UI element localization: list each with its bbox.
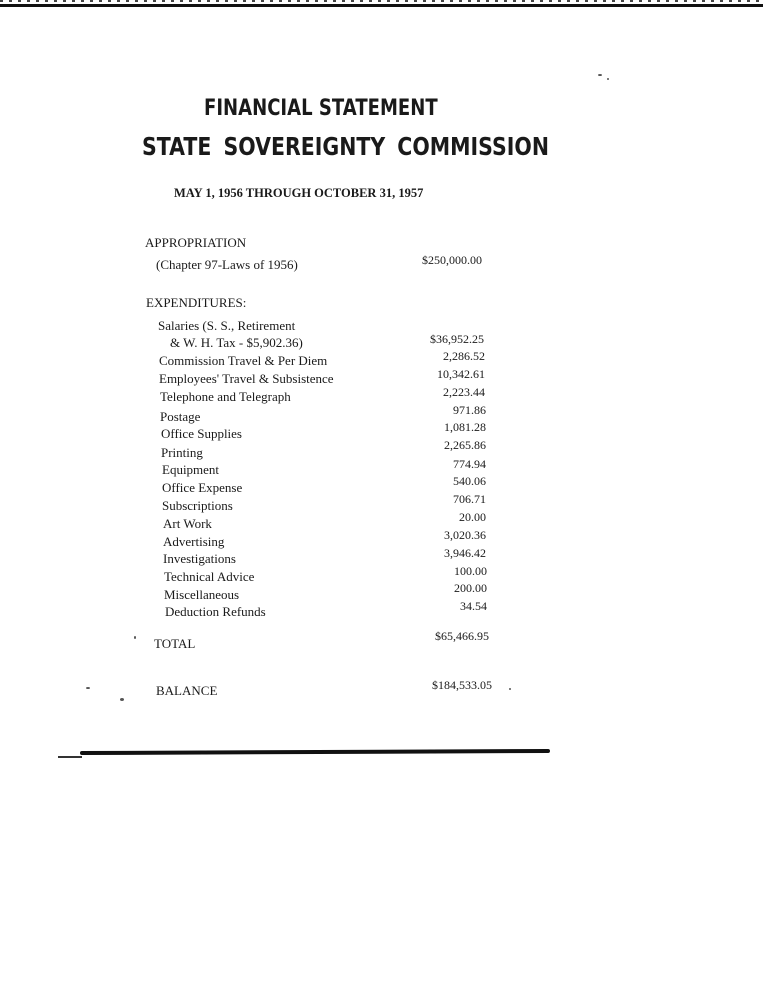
salaries-line-2: & W. H. Tax - $5,902.36) bbox=[170, 335, 303, 350]
expenditure-label: Technical Advice bbox=[164, 569, 255, 584]
expenditure-label: Subscriptions bbox=[162, 498, 233, 513]
scan-speck bbox=[120, 698, 124, 701]
expenditure-amount: 2,286.52 bbox=[443, 349, 485, 363]
expenditure-amount: 2,265.86 bbox=[444, 438, 486, 452]
total-amount: $65,466.95 bbox=[435, 629, 489, 643]
expenditure-label: Office Supplies bbox=[161, 426, 242, 441]
scan-speck bbox=[134, 636, 136, 639]
appropriation-heading: APPROPRIATION bbox=[145, 235, 247, 250]
expenditure-amount: 540.06 bbox=[453, 474, 486, 488]
bottom-rule bbox=[80, 749, 550, 755]
scan-speck bbox=[509, 688, 511, 690]
balance-amount: $184,533.05 bbox=[432, 678, 492, 692]
scan-speck bbox=[598, 74, 602, 76]
scan-speck bbox=[86, 687, 90, 689]
scan-speck bbox=[607, 78, 609, 80]
expenditure-label: Art Work bbox=[163, 516, 212, 531]
expenditure-amount: 2,223.44 bbox=[443, 385, 485, 399]
expenditure-amount: 3,946.42 bbox=[444, 546, 486, 560]
expenditure-amount: 971.86 bbox=[453, 403, 486, 417]
expenditure-label: Postage bbox=[160, 409, 201, 424]
expenditure-label: Deduction Refunds bbox=[165, 604, 266, 619]
expenditure-amount: 3,020.36 bbox=[444, 528, 486, 542]
title-line-2: STATE SOVEREIGNTY COMMISSION bbox=[142, 132, 549, 161]
salaries-amount: $36,952.25 bbox=[430, 332, 484, 346]
expenditure-amount: 100.00 bbox=[454, 564, 487, 578]
top-dotted-edge bbox=[0, 0, 763, 2]
expenditure-label: Advertising bbox=[163, 534, 225, 549]
title-line-1: FINANCIAL STATEMENT bbox=[204, 96, 438, 121]
expenditure-label: Commission Travel & Per Diem bbox=[159, 353, 328, 368]
total-label: TOTAL bbox=[154, 636, 196, 651]
expenditure-label: Employees' Travel & Subsistence bbox=[159, 371, 334, 386]
expenditure-label: Telephone and Telegraph bbox=[160, 389, 291, 404]
expenditure-amount: 774.94 bbox=[453, 457, 486, 471]
expenditure-label: Office Expense bbox=[162, 480, 243, 495]
expenditure-label: Equipment bbox=[162, 462, 220, 477]
balance-label: BALANCE bbox=[156, 683, 218, 698]
top-rule bbox=[0, 4, 763, 7]
expenditures-heading: EXPENDITURES: bbox=[146, 295, 247, 310]
expenditure-label: Investigations bbox=[163, 551, 236, 566]
expenditure-amount: 706.71 bbox=[453, 492, 486, 506]
appropriation-amount: $250,000.00 bbox=[422, 253, 482, 267]
appropriation-label: (Chapter 97-Laws of 1956) bbox=[156, 257, 298, 272]
expenditure-amount: 1,081.28 bbox=[444, 420, 486, 434]
expenditure-label: Printing bbox=[161, 445, 203, 460]
bottom-rule-tail bbox=[58, 756, 82, 758]
expenditure-label: Miscellaneous bbox=[164, 587, 240, 602]
expenditure-amount: 34.54 bbox=[460, 599, 487, 613]
expenditure-amount: 20.00 bbox=[459, 510, 486, 524]
expenditure-amount: 200.00 bbox=[454, 581, 487, 595]
salaries-line-1: Salaries (S. S., Retirement bbox=[158, 318, 296, 333]
statement-period: MAY 1, 1956 THROUGH OCTOBER 31, 1957 bbox=[174, 186, 424, 200]
expenditure-amount: 10,342.61 bbox=[437, 367, 485, 381]
